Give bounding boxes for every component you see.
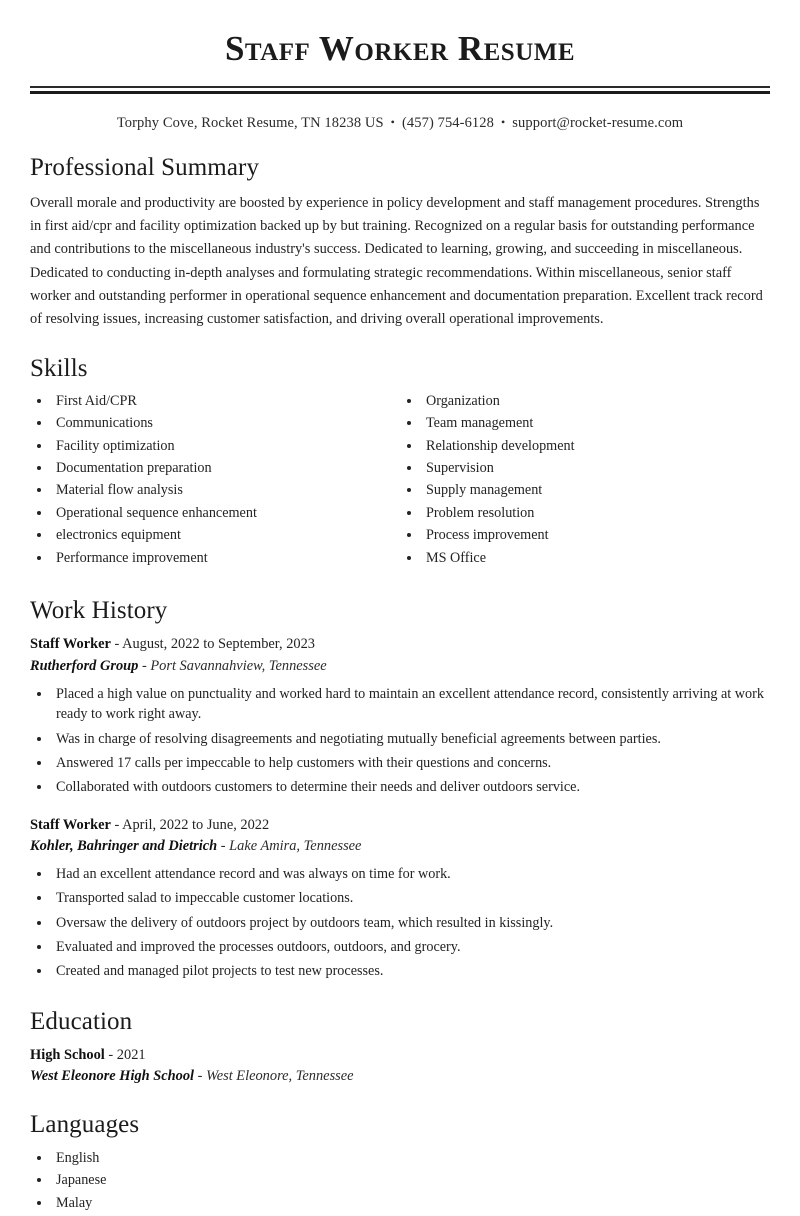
list-item: • Documentation preparation <box>52 459 400 477</box>
education-degree-line <box>30 1045 770 1066</box>
list-item: • Collaborated with outdoors customers to determine their needs and deliver outdoors service. <box>52 777 770 797</box>
section-heading-work-history: Work History <box>30 597 168 625</box>
list-item: • Japanese <box>52 1171 770 1189</box>
list-item: • Malay <box>52 1194 770 1212</box>
section-work-history <box>30 595 770 981</box>
education-school-line <box>30 1066 770 1087</box>
list-item: • Created and managed pilot projects to test new processes. <box>52 961 770 981</box>
job-bullet-list <box>30 684 770 797</box>
list-item: • Operational sequence enhancement <box>52 504 400 522</box>
summary-paragraph: Overall morale and productivity are boosted by experience in policy development and staff management procedures. Strengths in first aid/cpr and facility optimization backed up by but training. Recognized on a regular basis for outstanding performance and contributions to the miscellaneous industry's success. Dedicated to learning, growing, and succeeding in miscellaneous. Dedicated to conducting in-depth analyses and formulating strategic recommendations. Within miscellaneous, senior staff worker and outstanding performer in operational sequence enhancement and documentation preparation. Excellent track record of resolving issues, increasing customer satisfaction, and driving overall operational improvements. <box>30 194 763 328</box>
job-dash: - <box>141 657 147 674</box>
job-company: Rutherford Group <box>30 657 139 674</box>
contact-email: support@rocket-resume.com <box>512 115 684 132</box>
list-item: • Process improvement <box>422 526 770 544</box>
skills-column-left <box>30 392 400 571</box>
education-entry <box>30 1045 770 1088</box>
section-professional-summary <box>30 152 770 331</box>
list-item: • Placed a high value on punctuality and worked hard to maintain an excellent attendance record, consistently arriving at work ready to work right away. <box>52 684 770 725</box>
list-item: • Oversaw the delivery of outdoors project by outdoors team, which resulted in kissingly. <box>52 913 770 933</box>
education-degree: High School <box>30 1046 105 1063</box>
job-company-line <box>30 836 770 857</box>
skills-columns <box>30 392 770 571</box>
section-skills <box>30 353 770 572</box>
list-item: • Was in charge of resolving disagreements and negotiating mutually beneficial agreements between parties. <box>52 729 770 749</box>
job-location: Lake Amira, Tennessee <box>229 837 362 854</box>
job-dates: August, 2022 to September, 2023 <box>122 636 315 653</box>
contact-separator: • <box>500 115 506 130</box>
languages-list <box>30 1149 770 1212</box>
section-heading-languages: Languages <box>30 1111 140 1139</box>
list-item: • Answered 17 calls per impeccable to help customers with their questions and concerns. <box>52 753 770 773</box>
section-heading-summary: Professional Summary <box>30 154 260 182</box>
education-dash: - <box>197 1068 203 1085</box>
skills-list-right <box>400 392 770 567</box>
section-heading-skills: Skills <box>30 354 88 382</box>
list-item: • Problem resolution <box>422 504 770 522</box>
education-year: 2021 <box>116 1046 146 1063</box>
contact-address: Torphy Cove, Rocket Resume, TN 18238 US <box>116 115 384 132</box>
education-location: West Eleonore, Tennessee <box>206 1068 354 1085</box>
list-item: • Team management <box>422 414 770 432</box>
contact-phone: (457) 754-6128 <box>401 115 494 132</box>
divider-line-bottom <box>30 91 770 94</box>
job-title: Staff Worker <box>30 816 111 833</box>
job-company: Kohler, Bahringer and Dietrich <box>30 837 218 854</box>
list-item: • Facility optimization <box>52 437 400 455</box>
list-item: • Supply management <box>422 481 770 499</box>
list-item: • Relationship development <box>422 437 770 455</box>
list-item: • First Aid/CPR <box>52 392 400 410</box>
list-item: • English <box>52 1149 770 1167</box>
job-dates: April, 2022 to June, 2022 <box>122 816 270 833</box>
job-location: Port Savannahview, Tennessee <box>150 657 327 674</box>
list-item: • Performance improvement <box>52 549 400 567</box>
job-company-line <box>30 656 770 677</box>
contact-separator: • <box>390 115 395 130</box>
header-divider <box>30 86 770 94</box>
job-title-line <box>30 815 770 836</box>
job-dash: - <box>220 837 226 854</box>
job-title: Staff Worker <box>30 636 111 653</box>
list-item: • Material flow analysis <box>52 481 400 499</box>
job-title-line <box>30 634 770 655</box>
contact-line <box>30 115 770 132</box>
section-languages <box>30 1109 770 1211</box>
list-item: • Organization <box>422 392 770 410</box>
job-dash: - <box>114 816 120 833</box>
list-item: • electronics equipment <box>52 526 400 544</box>
list-item: • Evaluated and improved the processes outdoors, outdoors, and grocery. <box>52 937 770 957</box>
skills-list-left <box>30 392 400 567</box>
list-item: • Transported salad to impeccable customer locations. <box>52 888 770 908</box>
job-bullet-list <box>30 864 770 981</box>
section-education <box>30 1006 770 1088</box>
list-item: • Had an excellent attendance record and was always on time for work. <box>52 864 770 884</box>
education-dash: - <box>108 1046 114 1063</box>
work-history-entry <box>30 634 770 797</box>
skills-column-right <box>400 392 770 571</box>
page-title: Staff Worker Resume <box>224 29 576 68</box>
work-history-entry <box>30 815 770 982</box>
list-item: • Supervision <box>422 459 770 477</box>
education-school: West Eleonore High School <box>30 1068 195 1085</box>
section-heading-education: Education <box>30 1007 133 1035</box>
list-item: • Communications <box>52 414 400 432</box>
list-item: • MS Office <box>422 549 770 567</box>
job-dash: - <box>114 636 120 653</box>
